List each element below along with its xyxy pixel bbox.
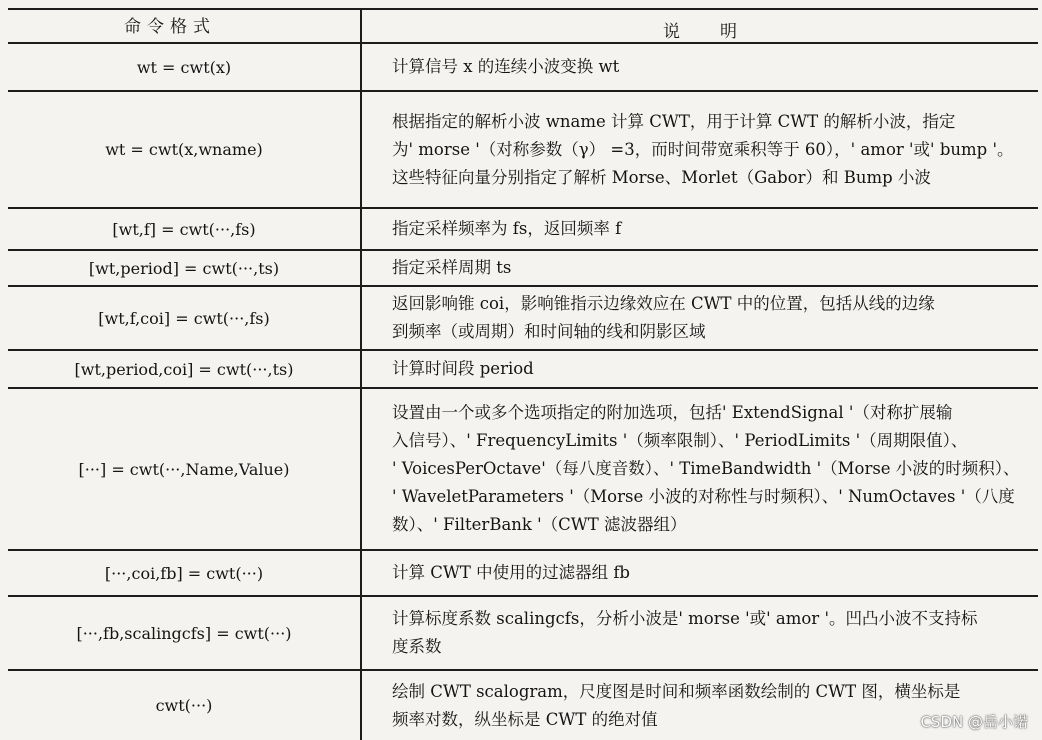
table-row xyxy=(8,550,1038,596)
table-row xyxy=(8,286,1038,350)
table-header-row xyxy=(8,9,1038,43)
description-cell xyxy=(361,286,1038,350)
command-cell: [wt,f] = cwt(···,fs) xyxy=(8,208,361,250)
description-line: 计算标度系数 scalingcfs，分析小波是' morse '或' amor '。凹凸小波不支持标 xyxy=(392,609,978,628)
description-line: 入信号）、' FrequencyLimits '（频率限制）、' PeriodLimits '（周期限值）、 xyxy=(392,431,968,450)
description-line: 频率对数，纵坐标是 CWT 的绝对值 xyxy=(392,709,658,729)
watermark: CSDN @岳小诺 xyxy=(920,713,1028,731)
command-cell: wt = cwt(x) xyxy=(8,43,361,91)
table-row xyxy=(8,596,1038,670)
command-cell: [···] = cwt(···,Name,Value) xyxy=(8,388,361,550)
command-cell: wt = cwt(x,wname) xyxy=(8,91,361,208)
header-description: 说明 xyxy=(361,9,1038,43)
description-line: 为' morse '（对称参数（γ） =3，而时间带宽乘积等于 60），' amor '或' bump '。 xyxy=(392,139,1014,159)
command-cell: [wt,period] = cwt(···,ts) xyxy=(8,250,361,286)
description-cell xyxy=(361,550,1038,596)
description-line: ' WaveletParameters '（Morse 小波的对称性与时频积）、' NumOctaves '（八度 xyxy=(392,487,1015,506)
description-line: 设置由一个或多个选项指定的附加选项，包括' ExtendSignal '（对称扩展输 xyxy=(392,403,953,422)
description-line: 计算 CWT 中使用的过滤器组 fb xyxy=(392,563,630,582)
description-cell xyxy=(361,250,1038,286)
description-line: 计算时间段 period xyxy=(392,359,534,378)
table-row xyxy=(8,670,1038,740)
description-line: 根据指定的解析小波 wname 计算 CWT，用于计算 CWT 的解析小波，指定 xyxy=(392,111,956,131)
command-cell: [wt,period,coi] = cwt(···,ts) xyxy=(8,350,361,388)
command-cell: cwt(···) xyxy=(8,670,361,740)
description-line: 返回影响锥 coi，影响锥指示边缘效应在 CWT 中的位置，包括从线的边缘 xyxy=(392,294,935,313)
description-cell xyxy=(361,388,1038,550)
description-line: 计算信号 x 的连续小波变换 wt xyxy=(392,57,620,76)
cwt-command-table xyxy=(8,8,1038,740)
table-row xyxy=(8,208,1038,250)
description-line: 指定采样频率为 fs，返回频率 f xyxy=(392,219,622,238)
description-line: ' VoicesPerOctave'（每八度音数）、' TimeBandwidth '（Morse 小波的时频积）、 xyxy=(392,459,1020,478)
table-row xyxy=(8,350,1038,388)
description-line: 这些特征向量分别指定了解析 Morse、Morlet（Gabor）和 Bump 小波 xyxy=(392,167,931,187)
description-line: 数）、' FilterBank '（CWT 滤波器组） xyxy=(392,515,687,534)
description-line: 指定采样周期 ts xyxy=(392,258,512,277)
table-row xyxy=(8,388,1038,550)
description-cell xyxy=(361,596,1038,670)
command-cell: [wt,f,coi] = cwt(···,fs) xyxy=(8,286,361,350)
table-row xyxy=(8,43,1038,91)
command-cell: [···,coi,fb] = cwt(···) xyxy=(8,550,361,596)
description-cell xyxy=(361,43,1038,91)
command-cell: [···,fb,scalingcfs] = cwt(···) xyxy=(8,596,361,670)
description-cell xyxy=(361,350,1038,388)
table-row xyxy=(8,250,1038,286)
description-cell xyxy=(361,208,1038,250)
description-line: 度系数 xyxy=(392,637,442,656)
description-line: 绘制 CWT scalogram，尺度图是时间和频率函数绘制的 CWT 图，横坐标是 xyxy=(392,681,961,701)
header-command-format: 命令格式 xyxy=(8,9,361,43)
table-row xyxy=(8,91,1038,208)
description-line: 到频率（或周期）和时间轴的线和阴影区域 xyxy=(392,322,706,341)
description-cell xyxy=(361,91,1038,208)
